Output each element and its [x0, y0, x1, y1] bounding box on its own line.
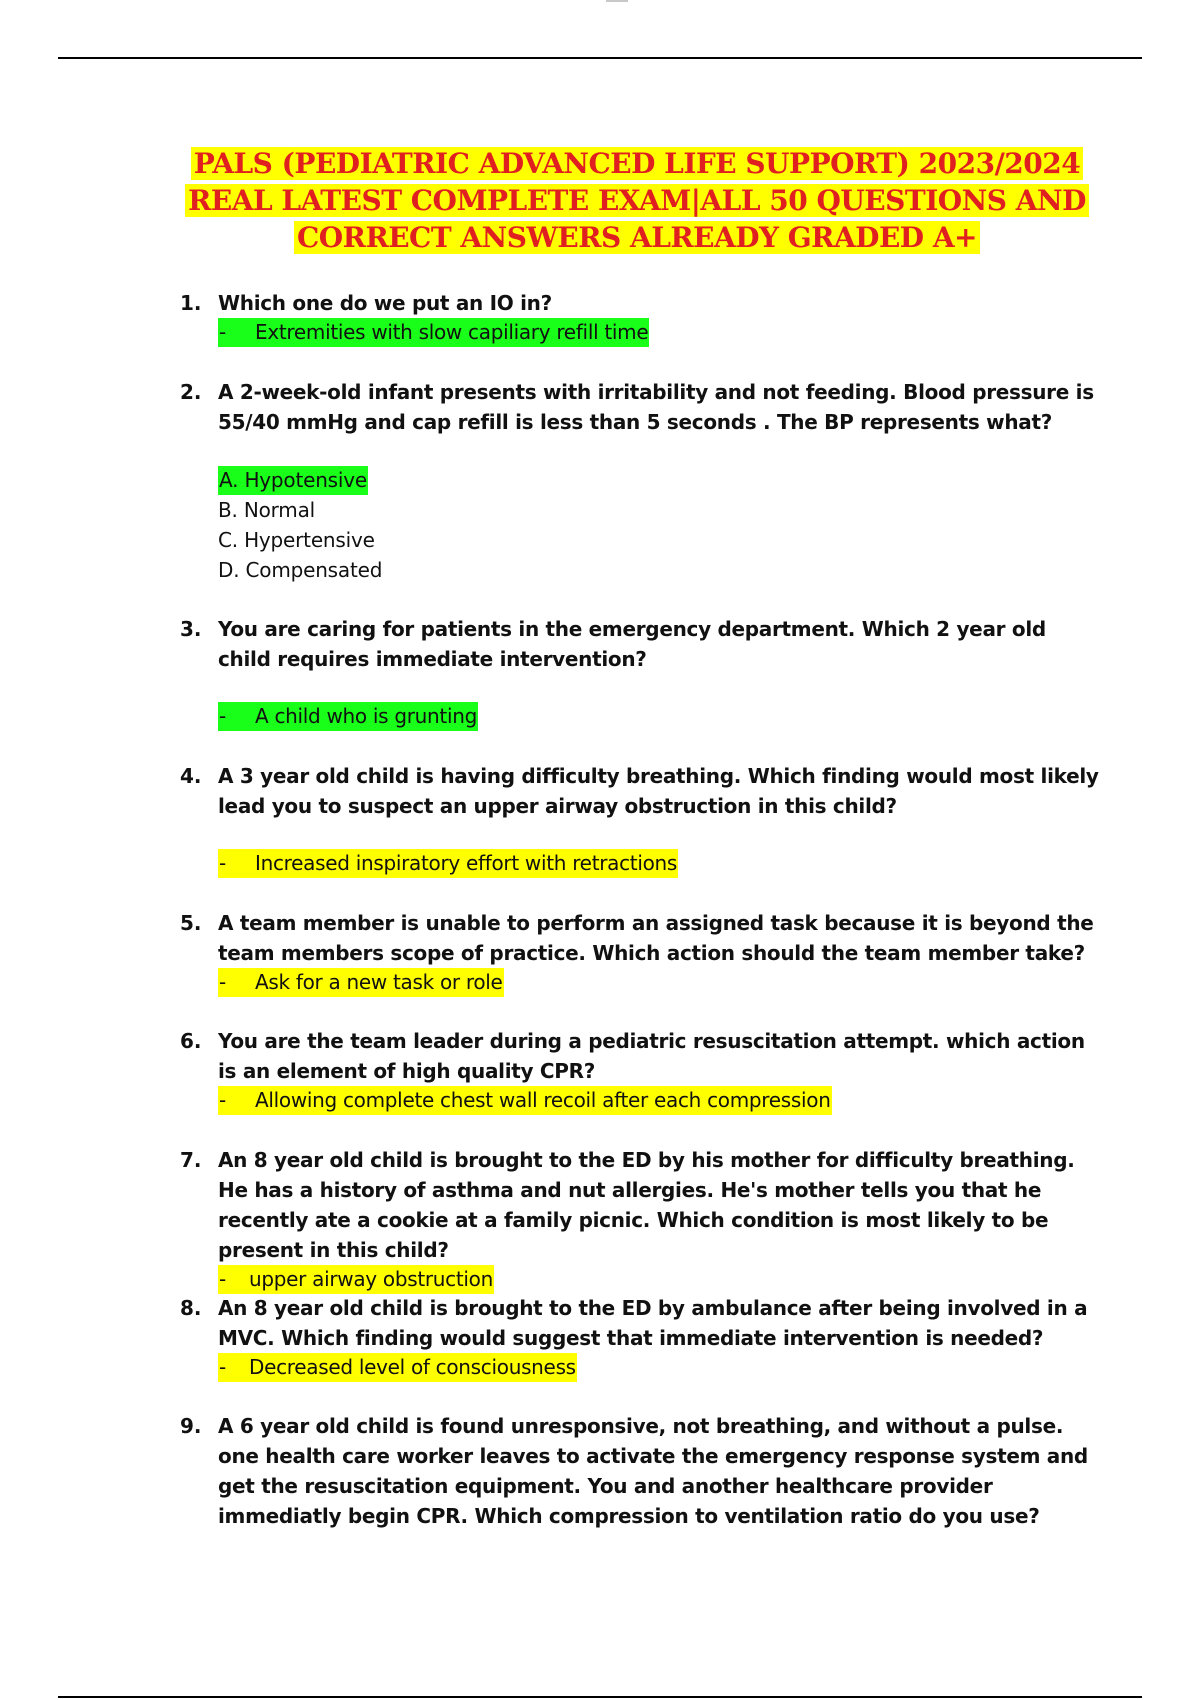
answer-highlight	[218, 849, 678, 878]
answer-bullet: -	[219, 970, 226, 994]
question-number: 6.	[180, 1029, 202, 1053]
question-text: A 6 year old child is found unresponsive, not breathing, and without a pulse. one health care worker leaves to activate the emergency response system and get the resuscitation equipment. You and another healthcare provider immediatly begin CPR. Which compression to ventilation ratio do you use?	[218, 1414, 1088, 1528]
question-8	[180, 1293, 1100, 1382]
answer	[218, 968, 1100, 997]
question-number: 2.	[180, 380, 202, 404]
option-c: C. Hypertensive	[218, 528, 375, 552]
question-3	[180, 614, 1100, 731]
question-number: 9.	[180, 1414, 202, 1438]
question-number: 4.	[180, 764, 202, 788]
question-text: An 8 year old child is brought to the ED by his mother for difficulty breathing. He has a history of asthma and nut allergies. He's mother tells you that he recently ate a cookie at a family picnic. Which condition is most likely to be present in this child?	[218, 1148, 1075, 1262]
answer-text: Ask for a new task or role	[255, 970, 503, 994]
question-7	[180, 1145, 1100, 1294]
answer-bullet: -	[219, 1267, 226, 1291]
answer-options	[218, 465, 1100, 585]
question-2	[180, 377, 1100, 585]
question-9	[180, 1411, 1100, 1531]
answer-highlight	[218, 702, 478, 731]
answer-text: upper airway obstruction	[249, 1267, 493, 1291]
answer	[218, 1353, 1100, 1382]
document-title	[150, 145, 1124, 256]
answer-text: Increased inspiratory effort with retractions	[255, 851, 678, 875]
answer	[218, 1265, 1100, 1294]
answer-bullet: -	[219, 1355, 226, 1379]
answer-highlight	[218, 1353, 577, 1382]
answer-text: Extremities with slow capiliary refill time	[255, 320, 649, 344]
question-4	[180, 761, 1100, 878]
header-rule	[58, 57, 1142, 59]
answer-highlight	[218, 1265, 494, 1294]
option-a	[218, 465, 1100, 495]
title-line-1: PALS (PEDIATRIC ADVANCED LIFE SUPPORT) 2023/2024	[191, 147, 1083, 180]
question-number: 5.	[180, 911, 202, 935]
answer	[218, 318, 1100, 347]
answer	[218, 1086, 1100, 1115]
question-number: 1.	[180, 291, 202, 315]
option-b: B. Normal	[218, 498, 315, 522]
footer-rule	[58, 1696, 1142, 1698]
page-top-mark	[606, 0, 628, 2]
answer-bullet: -	[219, 851, 226, 875]
answer-text: Allowing complete chest wall recoil after each compression	[255, 1088, 831, 1112]
answer-highlight	[218, 318, 649, 347]
question-text: Which one do we put an IO in?	[218, 291, 552, 315]
question-1	[180, 288, 1100, 347]
question-6	[180, 1026, 1100, 1115]
question-text: You are caring for patients in the emergency department. Which 2 year old child requires immediate intervention?	[218, 617, 1046, 671]
question-text: You are the team leader during a pediatric resuscitation attempt. which action is an element of high quality CPR?	[218, 1029, 1085, 1083]
answer-text: A child who is grunting	[255, 704, 477, 728]
answer-highlight	[218, 968, 504, 997]
answer-bullet: -	[219, 1088, 226, 1112]
question-text: An 8 year old child is brought to the ED by ambulance after being involved in a MVC. Which finding would suggest that immediate intervention is needed?	[218, 1296, 1088, 1350]
title-line-2: REAL LATEST COMPLETE EXAM|ALL 50 QUESTIONS AND	[185, 184, 1089, 217]
question-text: A team member is unable to perform an assigned task because it is beyond the team members scope of practice. Which action should the team member take?	[218, 911, 1094, 965]
answer	[218, 702, 1100, 731]
answer	[218, 849, 1100, 878]
title-line-3: CORRECT ANSWERS ALREADY GRADED A+	[294, 221, 980, 254]
question-number: 8.	[180, 1296, 202, 1320]
answer-bullet: -	[219, 704, 226, 728]
question-number: 3.	[180, 617, 202, 641]
question-5	[180, 908, 1100, 997]
question-text: A 2-week-old infant presents with irritability and not feeding. Blood pressure is 55/40 mmHg and cap refill is less than 5 seconds . The BP represents what?	[218, 380, 1094, 434]
option-a-highlight: A. Hypotensive	[218, 466, 368, 495]
answer-text: Decreased level of consciousness	[249, 1355, 576, 1379]
option-d: D. Compensated	[218, 558, 383, 582]
question-number: 7.	[180, 1148, 202, 1172]
answer-highlight	[218, 1086, 832, 1115]
question-text: A 3 year old child is having difficulty breathing. Which finding would most likely lead you to suspect an upper airway obstruction in this child?	[218, 764, 1099, 818]
answer-bullet: -	[219, 320, 226, 344]
